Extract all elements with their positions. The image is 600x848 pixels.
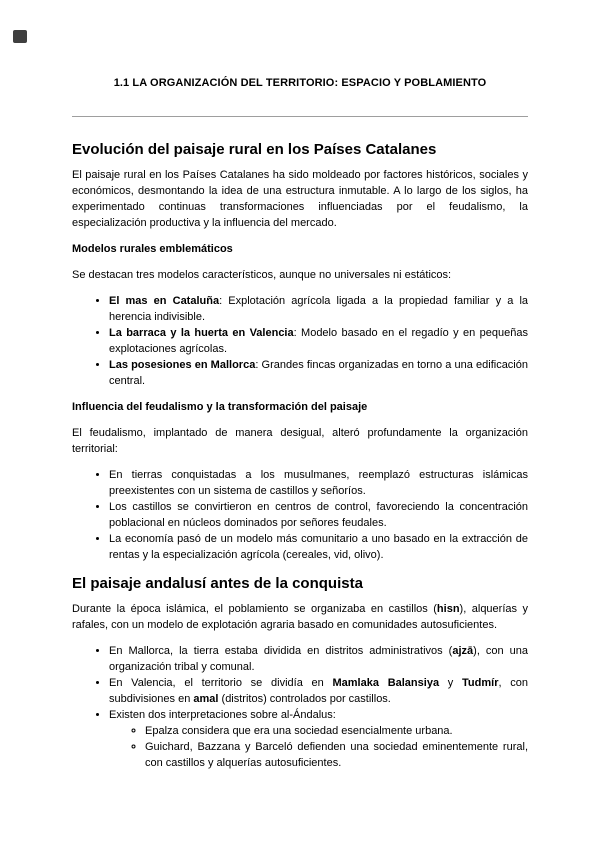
heading-feudalismo: Influencia del feudalismo y la transformación del paisaje [72, 401, 368, 413]
heading-modelos: Modelos rurales emblemáticos [72, 243, 233, 255]
heading-evolucion: Evolución del paisaje rural en los Países Catalanes [72, 141, 437, 158]
list-item-term: Mamlaka Balansiya [332, 677, 440, 689]
list-item-text: : Explotación agrícola ligada a la propiedad familiar y a la herencia indivisible. [109, 295, 529, 323]
list-item [109, 357, 528, 389]
list-item-text: (distritos) controlados por castillos. [218, 693, 391, 705]
list-item-text: Existen dos interpretaciones sobre al-Ándalus: [109, 709, 336, 721]
list-item [109, 643, 528, 675]
sub-list-item: ◦ Guichard, Bazzana y Barceló defienden una sociedad eminentemente rural, con castillos y alquerías autosuficientes. [145, 739, 528, 771]
bullet-list-feudalismo [72, 467, 528, 563]
list-item-term: La barraca y la huerta en Valencia [109, 327, 294, 339]
para-evolucion-intro: El paisaje rural en los Países Catalanes ha sido moldeado por factores históricos, sociales y económicos, desmontando la idea de una estructura inmutable. A lo largo de los siglos, ha experimentado continuas transformaciones influenciadas por el feudalismo, la especialización productiva y la influencia del mercado. [72, 169, 528, 229]
title-divider [72, 116, 528, 117]
sub-bullet-list [109, 723, 528, 771]
list-item-term: El mas en Cataluña [109, 295, 220, 307]
para-text: Durante la época islámica, el poblamiento se organizaba en castillos ( [72, 603, 437, 615]
list-item-text: En Mallorca, la tierra estaba dividida en distritos administrativos ( [109, 645, 453, 657]
list-item-text: : Grandes fincas organizadas en torno a una edificación central. [109, 359, 528, 387]
list-item: • Los castillos se convirtieron en centros de control, favoreciendo la concentración poblacional en núcleos dominados por señores feudales. [109, 499, 528, 531]
list-item-text: En Valencia, el territorio se dividía en [109, 677, 333, 689]
list-item-term: Las posesiones en Mallorca [109, 359, 256, 371]
list-item-term: Tudmír [462, 677, 499, 689]
para-modelos-intro: Se destacan tres modelos característicos, aunque no universales ni estáticos: [72, 269, 452, 281]
list-item [109, 325, 528, 357]
para-term: hisn [436, 603, 460, 615]
list-item-term: amal [193, 693, 219, 705]
list-item [109, 707, 528, 771]
list-item: • La economía pasó de un modelo más comunitario a uno basado en la extracción de rentas y la especialización agrícola (cereales, vid, olivo). [109, 531, 528, 563]
document-title: 1.1 LA ORGANIZACIÓN DEL TERRITORIO: ESPACIO Y POBLAMIENTO [113, 77, 487, 89]
list-item-text: y [439, 677, 463, 689]
list-item [109, 293, 528, 325]
list-item: • En tierras conquistadas a los musulmanes, reemplazó estructuras islámicas preexistentes con un sistema de castillos y señoríos. [109, 467, 528, 499]
list-item-text: ), con una organización tribal y comunal. [109, 645, 528, 673]
list-item-text: , con subdivisiones en [109, 677, 528, 705]
bullet-list-modelos [72, 293, 528, 389]
heading-andalusi: El paisaje andalusí antes de la conquista [72, 575, 363, 592]
sub-list-item: ◦ Epalza considera que era una sociedad esencialmente urbana. [145, 723, 528, 739]
list-item [109, 675, 528, 707]
para-feudalismo-intro: El feudalismo, implantado de manera desigual, alteró profundamente la organización territorial: [72, 427, 528, 455]
list-item-term: ajzā [452, 645, 474, 657]
list-item-text: : Modelo basado en el regadío y en pequeñas explotaciones agrícolas. [109, 327, 528, 355]
para-andalusi-intro [72, 601, 528, 633]
page-corner-marker-icon [13, 30, 27, 43]
para-text: ), alquerías y rafales, con un modelo de explotación agraria basado en comunidades autosuficientes. [72, 603, 528, 631]
bullet-list-andalusi [72, 643, 528, 771]
